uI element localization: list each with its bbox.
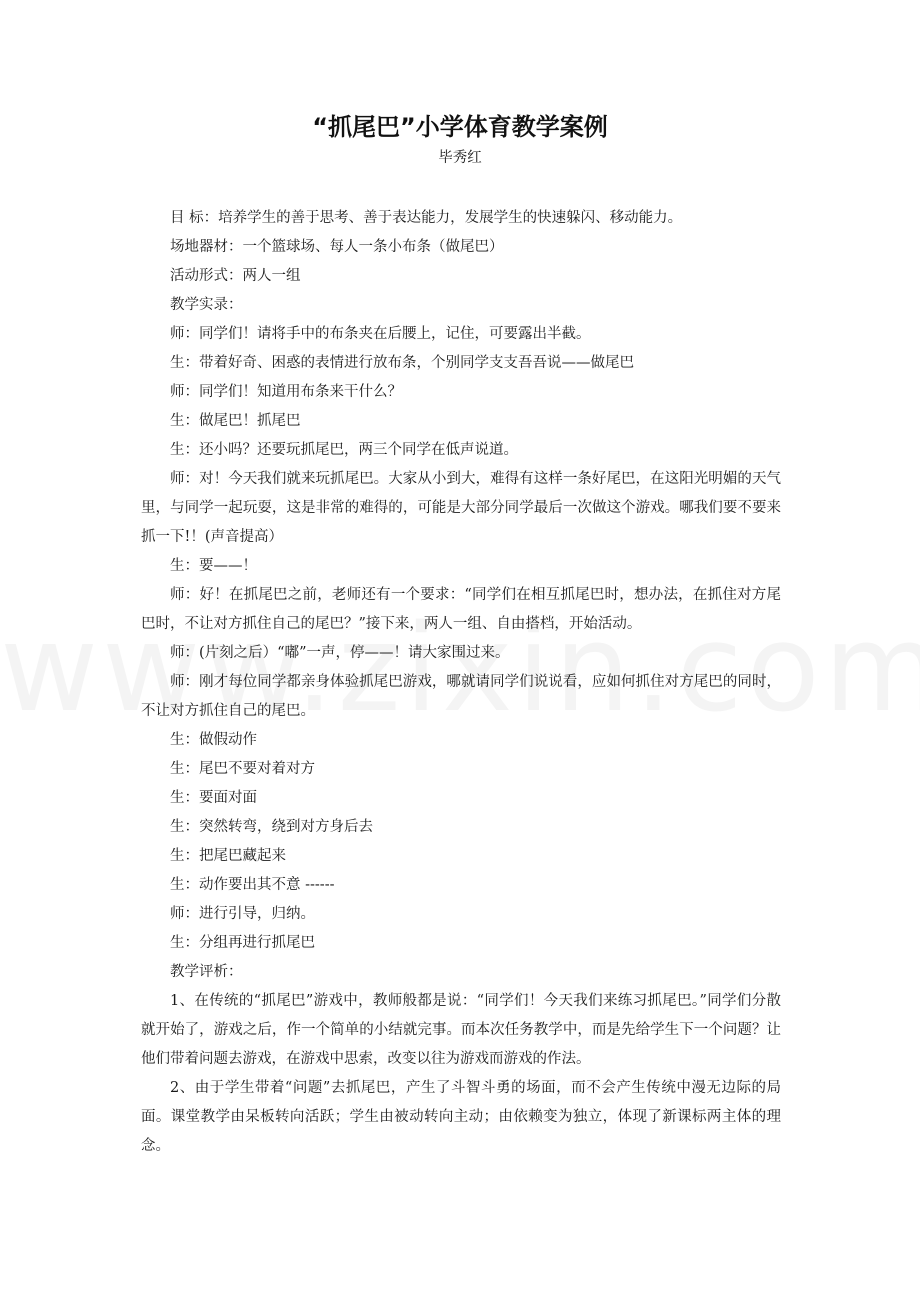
paragraph-dialogue: 生：分组再进行抓尾巴 xyxy=(170,935,315,951)
paragraph-analysis: 2、由于学生带着“问题”去抓尾巴，产生了斗智斗勇的场面，而不会产生传统中漫无边际的局面。课堂教学由呆板转向活跃；学生由被动转向主动；由依赖变为独立，体现了新课标两主体的理念。 xyxy=(141,1080,781,1154)
paragraph-dialogue: 师：好！在抓尾巴之前，老师还有一个要求：“同学们在相互抓尾巴时，想办法，在抓住对方尾巴时，不让对方抓住自己的尾巴？”接下来，两人一组、自由搭档，开始活动。 xyxy=(141,587,781,632)
paragraph-activity-form: 活动形式：两人一组 xyxy=(170,268,301,284)
paragraph-dialogue: 生：做尾巴！抓尾巴 xyxy=(170,413,301,429)
paragraph-dialogue: 生：带着好奇、困惑的表情进行放布条，个别同学支支吾吾说——做尾巴 xyxy=(170,355,634,371)
paragraph-dialogue: 生：动作要出其不意 ------ xyxy=(170,877,335,893)
paragraph-dialogue: 生：还小吗？还要玩抓尾巴，两三个同学在低声说道。 xyxy=(170,442,518,458)
paragraph-dialogue: 生：尾巴不要对着对方 xyxy=(170,761,315,777)
paragraph-equipment: 场地器材：一个篮球场、每人一条小布条（做尾巴） xyxy=(170,239,504,255)
paragraph-dialogue: 师：(片刻之后）“嘟”一声，停——！请大家围过来。 xyxy=(170,645,510,661)
paragraph-dialogue: 生：把尾巴藏起来 xyxy=(170,848,286,864)
document-title: “抓尾巴”小学体育教学案例 xyxy=(312,113,608,141)
paragraph-analysis-heading: 教学评析： xyxy=(170,964,243,980)
document-author: 毕秀红 xyxy=(438,150,482,166)
document-body xyxy=(141,204,781,1161)
paragraph-dialogue: 生：要——！ xyxy=(170,558,257,574)
paragraph-record-heading: 教学实录： xyxy=(170,297,243,313)
paragraph-dialogue: 生：突然转弯，绕到对方身后去 xyxy=(170,819,373,835)
paragraph-dialogue: 生：做假动作 xyxy=(170,732,257,748)
paragraph-dialogue: 师：对！今天我们就来玩抓尾巴。大家从小到大，难得有这样一条好尾巴，在这阳光明媚的天气里，与同学一起玩耍，这是非常的难得的，可能是大部分同学最后一次做这个游戏。哪我们要不要来抓一下!！(声音提高） xyxy=(141,471,781,545)
paragraph-dialogue: 师：进行引导，归纳。 xyxy=(170,906,315,922)
paragraph-goal: 目 标：培养学生的善于思考、善于表达能力，发展学生的快速躲闪、移动能力。 xyxy=(170,210,683,226)
paragraph-dialogue: 师：刚才每位同学都亲身体验抓尾巴游戏，哪就请同学们说说看，应如何抓住对方尾巴的同时，不让对方抓住自己的尾巴。 xyxy=(141,674,781,719)
paragraph-dialogue: 师：同学们！知道用布条来干什么？ xyxy=(170,384,402,400)
paragraph-dialogue: 师：同学们！请将手中的布条夹在后腰上，记住，可要露出半截。 xyxy=(170,326,591,342)
paragraph-analysis: 1、在传统的“抓尾巴”游戏中，教师般都是说：“同学们！今天我们来练习抓尾巴。”同学们分散就开始了，游戏之后，作一个简单的小结就完事。而本次任务教学中，而是先给学生下一个问题？让他们带着问题去游戏，在游戏中思索，改变以往为游戏而游戏的作法。 xyxy=(141,993,781,1067)
paragraph-dialogue: 生：要面对面 xyxy=(170,790,257,806)
